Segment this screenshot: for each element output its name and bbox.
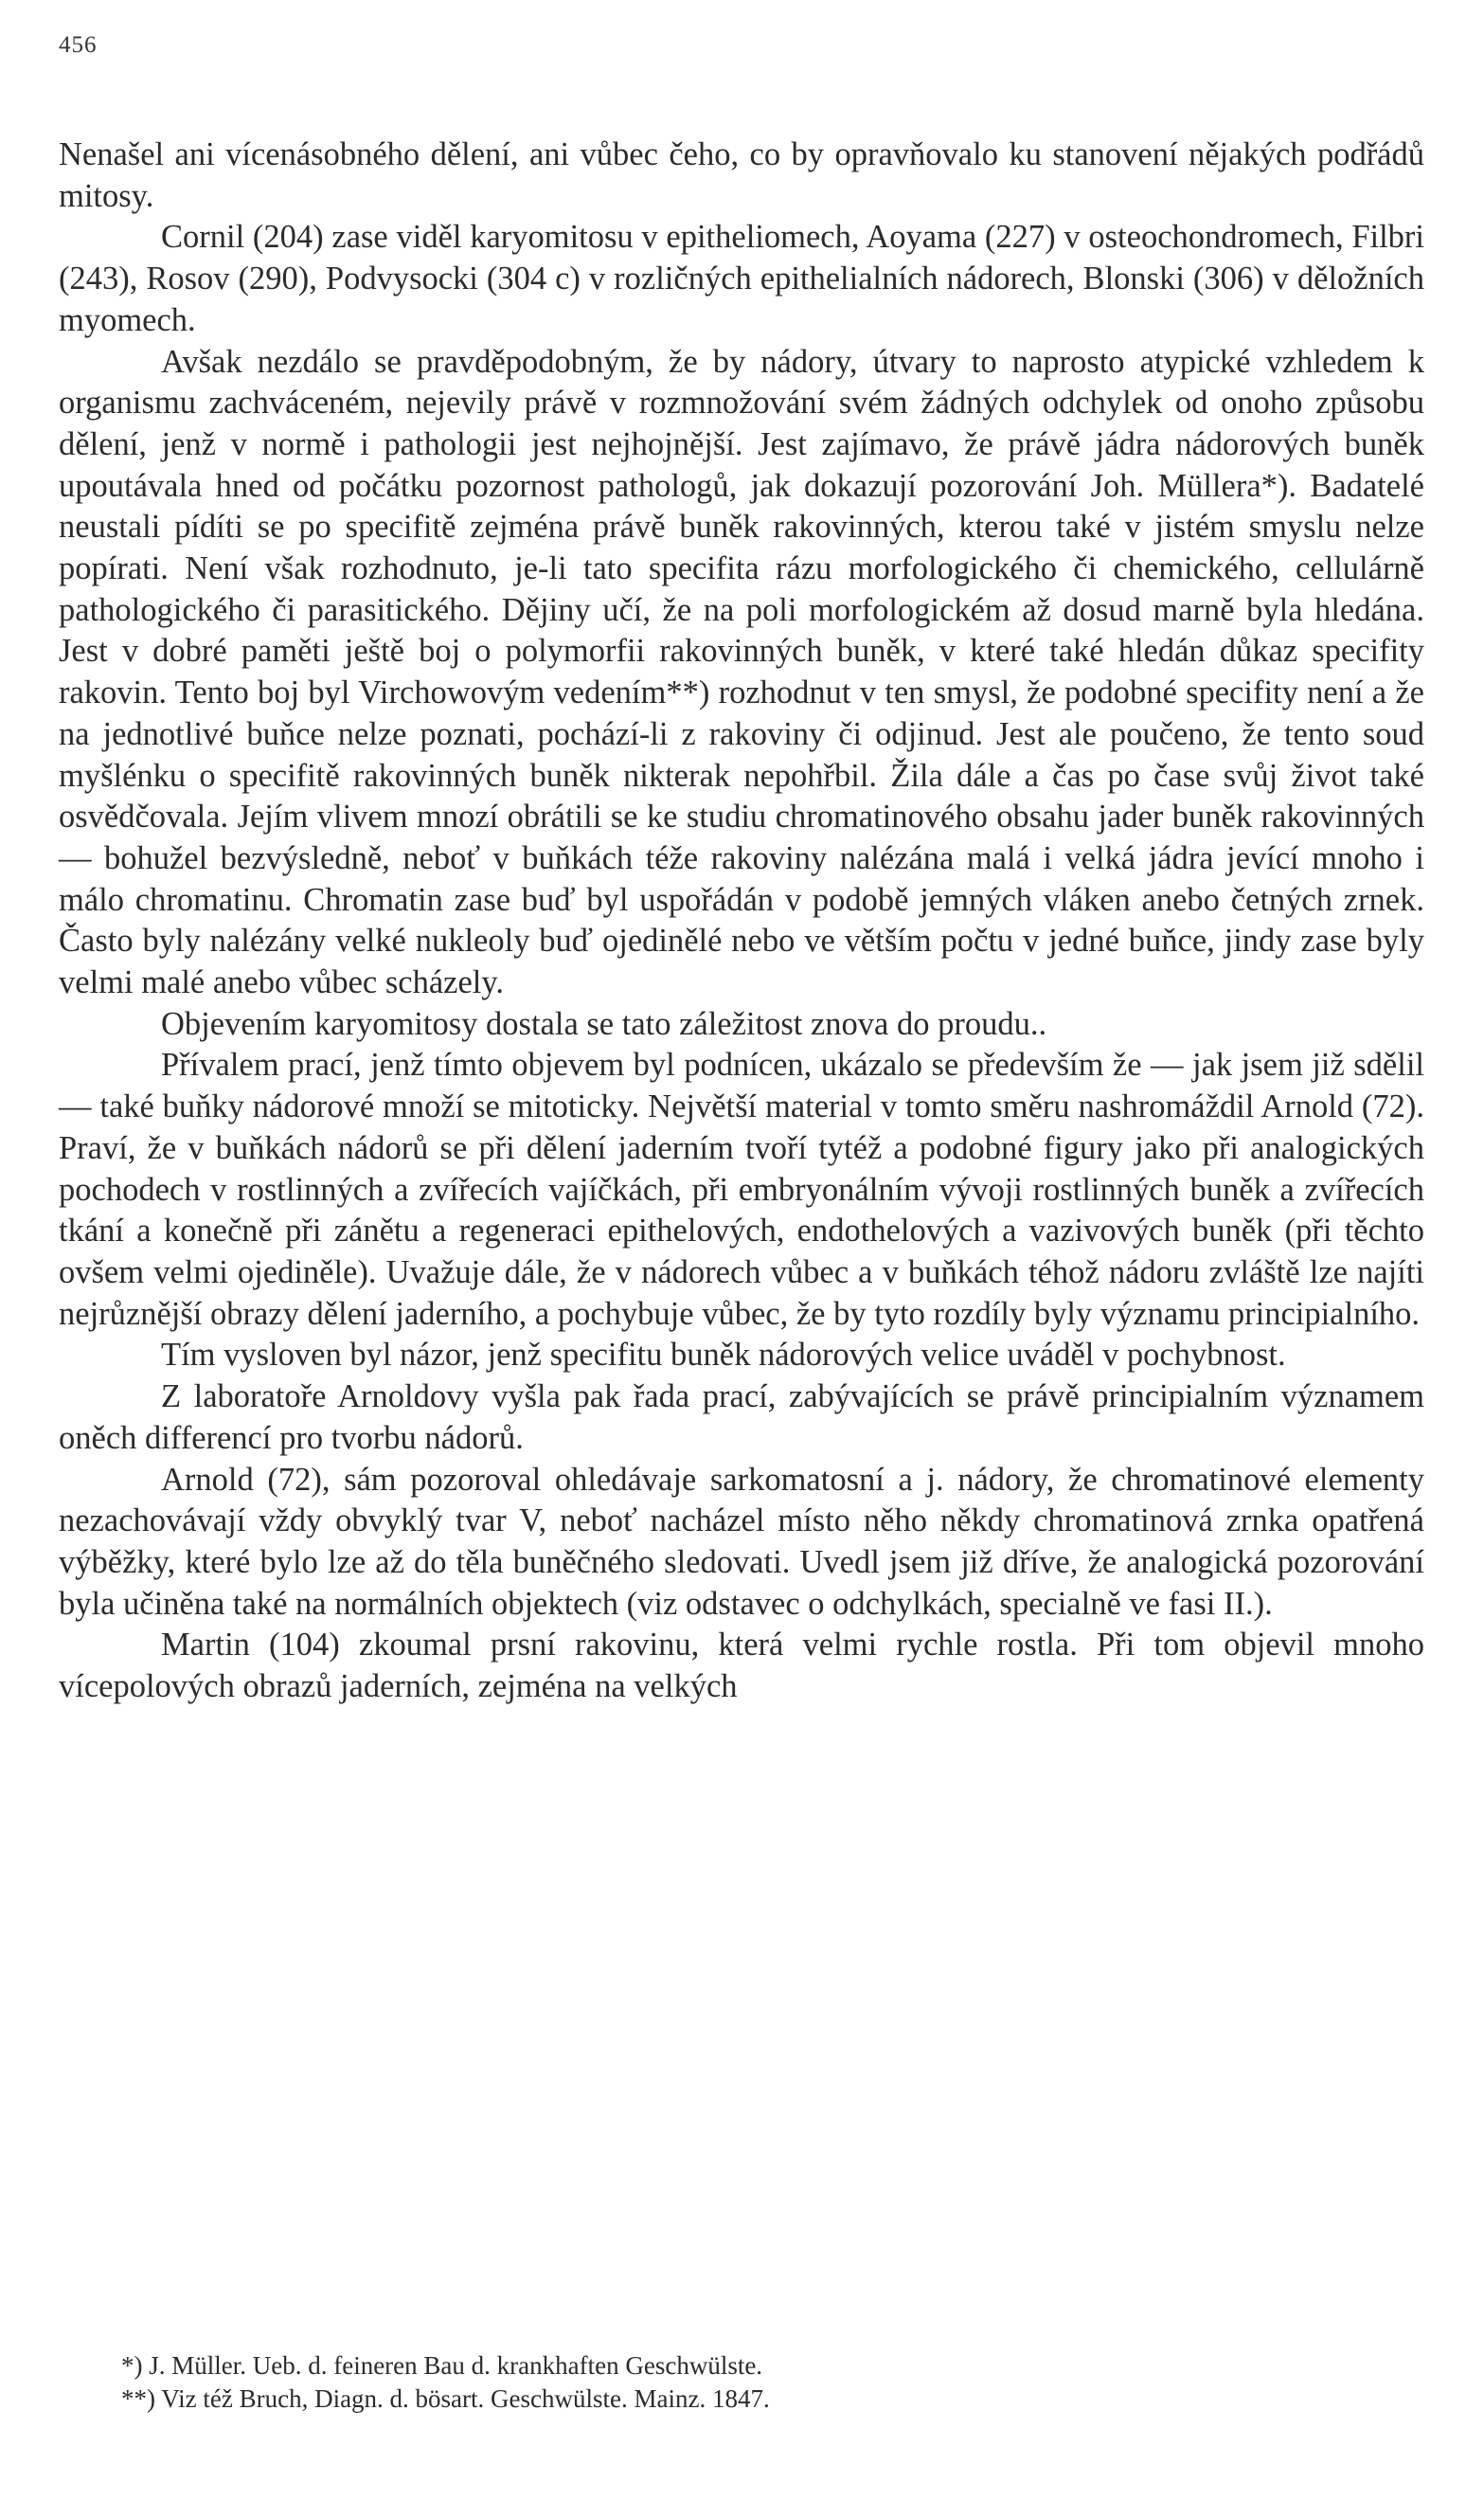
body-text: [59, 135, 1424, 1708]
paragraph: Z laboratoře Arnoldovy vyšla pak řada prací, zabývajících se právě principialním významem oněch differencí pro tvorbu nádorů.: [59, 1378, 1424, 1456]
footnote: **) Viz též Bruch, Diagn. d. bösart. Geschwülste. Mainz. 1847.: [121, 2384, 770, 2413]
paragraph: Martin (104) zkoumal prsní rakovinu, která velmi rychle rostla. Při tom objevil mnoho vícepolových obrazů jaderních, zejména na velkých: [59, 1627, 1424, 1705]
paragraph: Arnold (72), sám pozoroval ohledávaje sarkomatosní a j. nádory, že chromatinové elementy nezachovávají vždy obvyklý tvar V, neboť nacházel místo něho někdy chromatinová zrnka opatřená výběžky, které bylo lze až do těla buněčného sledovati. Uvedl jsem již dříve, že analogická pozorování byla učiněna také na normálních objektech (viz odstavec o odchylkách, specialně ve fasi II.).: [59, 1461, 1424, 1622]
paragraph: Přívalem prací, jenž tímto objevem byl podnícen, ukázalo se především že — jak jsem již sdělil — také buňky nádorové množí se mitoticky. Největší material v tomto směru nashromáždil Arnold (72). Praví, že v buňkách nádorů se při dělení jaderním tvoří tytéž a podobné figury jako při analogických pochodech v rostlinných a zvířecích vajíčkách, při embryonálním vývoji rostlinných buněk a zvířecích tkání a konečně při zánětu a regeneraci epithelových, endothelových a vazivových buněk (při těchto ovšem velmi ojediněle). Uvažuje dále, že v nádorech vůbec a v buňkách téhož nádoru zvláště lze najíti nejrůznější obrazy dělení jaderního, a pochybuje vůbec, že by tyto rozdíly byly významu principialního.: [59, 1047, 1424, 1332]
paragraph: Nenašel ani vícenásobného dělení, ani vůbec čeho, co by opravňovalo ku stanovení nějakých podřádů mitosy.: [59, 136, 1424, 214]
paragraph: Tím vysloven byl názor, jenž specifitu buněk nádorových velice uváděl v pochybnost.: [161, 1337, 1286, 1374]
paragraph: Cornil (204) zase viděl karyomitosu v epitheliomech, Aoyama (227) v osteochondromech, Filbri (243), Rosov (290), Podvysocki (304 c) v rozličných epithelialních nádorech, Blonski (306) v děložních myomech.: [59, 219, 1424, 338]
page-number: 456: [59, 32, 98, 58]
footnote: *) J. Müller. Ueb. d. feineren Bau d. krankhaften Geschwülste.: [121, 2351, 763, 2380]
footnotes: [59, 2349, 1424, 2416]
paragraph: Avšak nezdálo se pravděpodobným, že by nádory, útvary to naprosto atypické vzhledem k organismu zachváceném, nejevily právě v rozmnožování svém žádných odchylek od onoho způsobu dělení, jenž v normě i pathologii jest nejhojnější. Jest zajímavo, že právě jádra nádorových buněk upoutávala hned od počátku pozornost pathologů, jak dokazují pozorování Joh. Müllera*). Badatelé neustali pídíti se po specifitě zejména právě buněk rakovinných, kterou také v jistém smyslu nelze popírati. Není však rozhodnuto, je-li tato specifita rázu morfologického či chemického, cellulárně pathologického či parasitického. Dějiny učí, že na poli morfologickém až dosud marně byla hledána. Jest v dobré paměti ještě boj o polymorfii rakovinných buněk, v které také hledán důkaz specifity rakovin. Tento boj byl Virchowovým vedením**) rozhodnut v ten smysl, že podobné specifity není a že na jednotlivé buňce nelze poznati, pochází-li z rakoviny či odjinud. Jest ale poučeno, že tento soud myšlénku o specifitě rakovinných buněk nikterak nepohřbil. Žila dále a čas po čase svůj život také osvědčovala. Jejím vlivem mnozí obrátili se ke studiu chromatinového obsahu jader buněk rakovinných — bohužel bezvýsledně, neboť v buňkách téže rakoviny nalézána malá i velká jádra jevící mnoho i málo chromatinu. Chromatin zase buď byl uspořádán v podobě jemných vláken anebo četných zrnek. Často byly nalézány velké nukleoly buď ojedinělé nebo ve větším počtu v jedné buňce, jindy zase byly velmi malé anebo vůbec scházely.: [59, 343, 1424, 1001]
paragraph: Objevením karyomitosy dostala se tato záležitost znova do proudu..: [161, 1005, 1047, 1042]
